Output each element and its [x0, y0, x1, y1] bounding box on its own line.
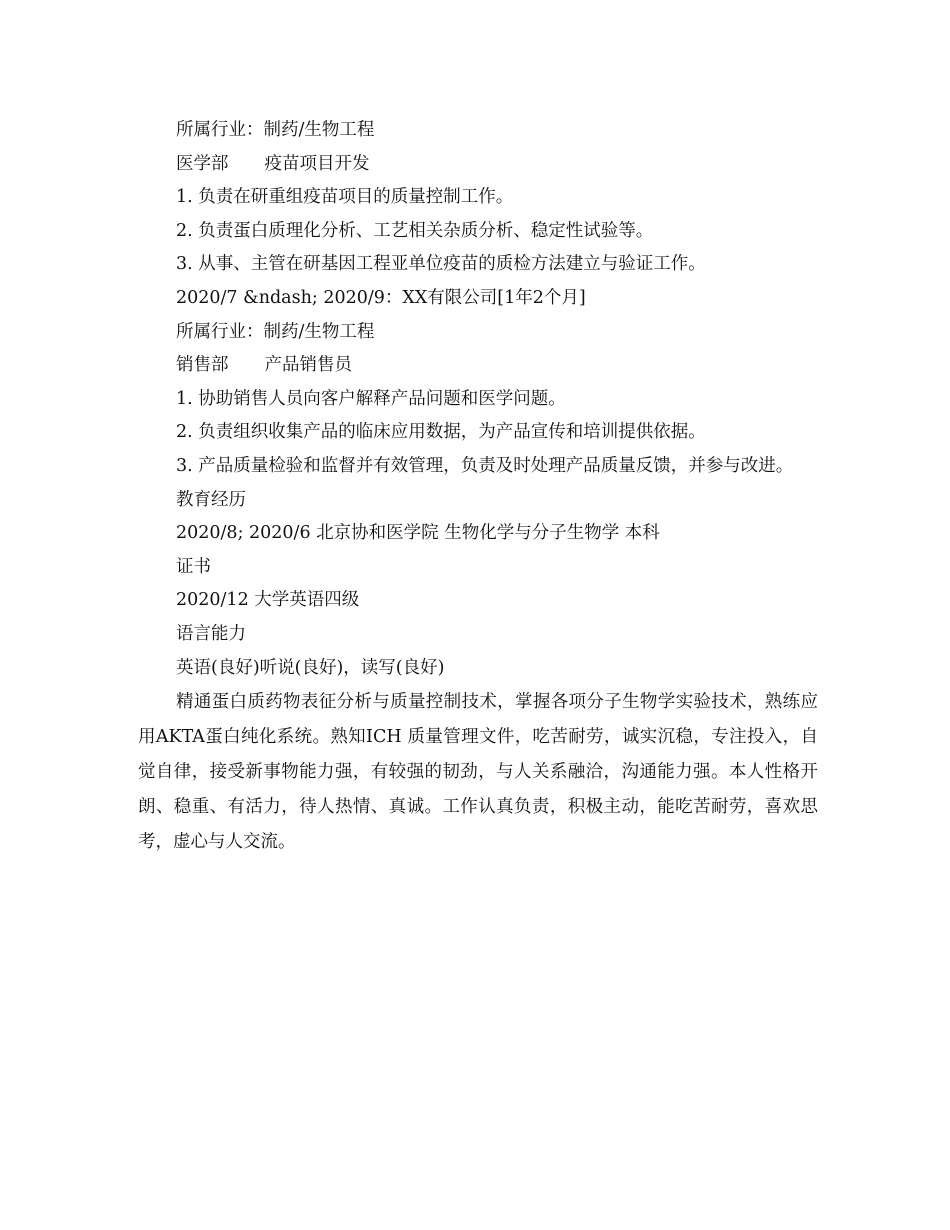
language-heading: 语言能力 [176, 623, 246, 644]
certificate-entry: 2020/12 大学英语四级 [176, 590, 360, 611]
certificate-heading: 证书 [176, 556, 211, 577]
position-name: 产品销售员 [264, 355, 352, 376]
department-line-2 [138, 349, 818, 383]
duty-item-2: 2. 负责蛋白质理化分析、工艺相关杂质分析、稳定性试验等。 [176, 220, 654, 241]
sales-duty-item-3: 3. 产品质量检验和监督并有效管理，负责及时处理产品质量反馈，并参与改进。 [176, 455, 794, 476]
department-name: 医学部 [176, 153, 229, 174]
industry-line-2: 所属行业：制药/生物工程 [176, 321, 375, 342]
industry-line-1: 所属行业：制药/生物工程 [176, 120, 375, 140]
duty-item-1: 1. 负责在研重组疫苗项目的质量控制工作。 [176, 187, 514, 208]
duty-item-3: 3. 从事、主管在研基因工程亚单位疫苗的质检方法建立与验证工作。 [176, 254, 706, 275]
education-entry: 2020/8; 2020/6 北京协和医学院 生物化学与分子生物学 本科 [176, 523, 660, 544]
sales-duty-item-2: 2. 负责组织收集产品的临床应用数据，为产品宣传和培训提供依据。 [176, 422, 706, 443]
sales-duty-item-1: 1. 协助销售人员向客户解释产品问题和医学问题。 [176, 388, 566, 409]
employment-period: 2020/7 &ndash; 2020/9：XX有限公司[1年2个月] [176, 287, 586, 308]
resume-content [138, 114, 818, 860]
language-entry: 英语(良好)听说(良好)，读写(良好) [176, 657, 445, 678]
department-name: 销售部 [176, 355, 229, 376]
position-name: 疫苗项目开发 [264, 153, 370, 174]
education-heading: 教育经历 [176, 489, 246, 510]
self-summary: 精通蛋白质药物表征分析与质量控制技术，掌握各项分子生物学实验技术，熟练应用AKTA蛋白纯化系统。熟知ICH 质量管理文件，吃苦耐劳，诚实沉稳，专注投入，自觉自律，接受新事物能力强，有较强的韧劲，与人关系融洽，沟通能力强。本人性格开朗、稳重、有活力，待人热情、真诚。工作认真负责，积极主动，能吃苦耐劳，喜欢思考，虚心与人交流。 [138, 692, 818, 853]
department-line-1 [138, 148, 818, 182]
